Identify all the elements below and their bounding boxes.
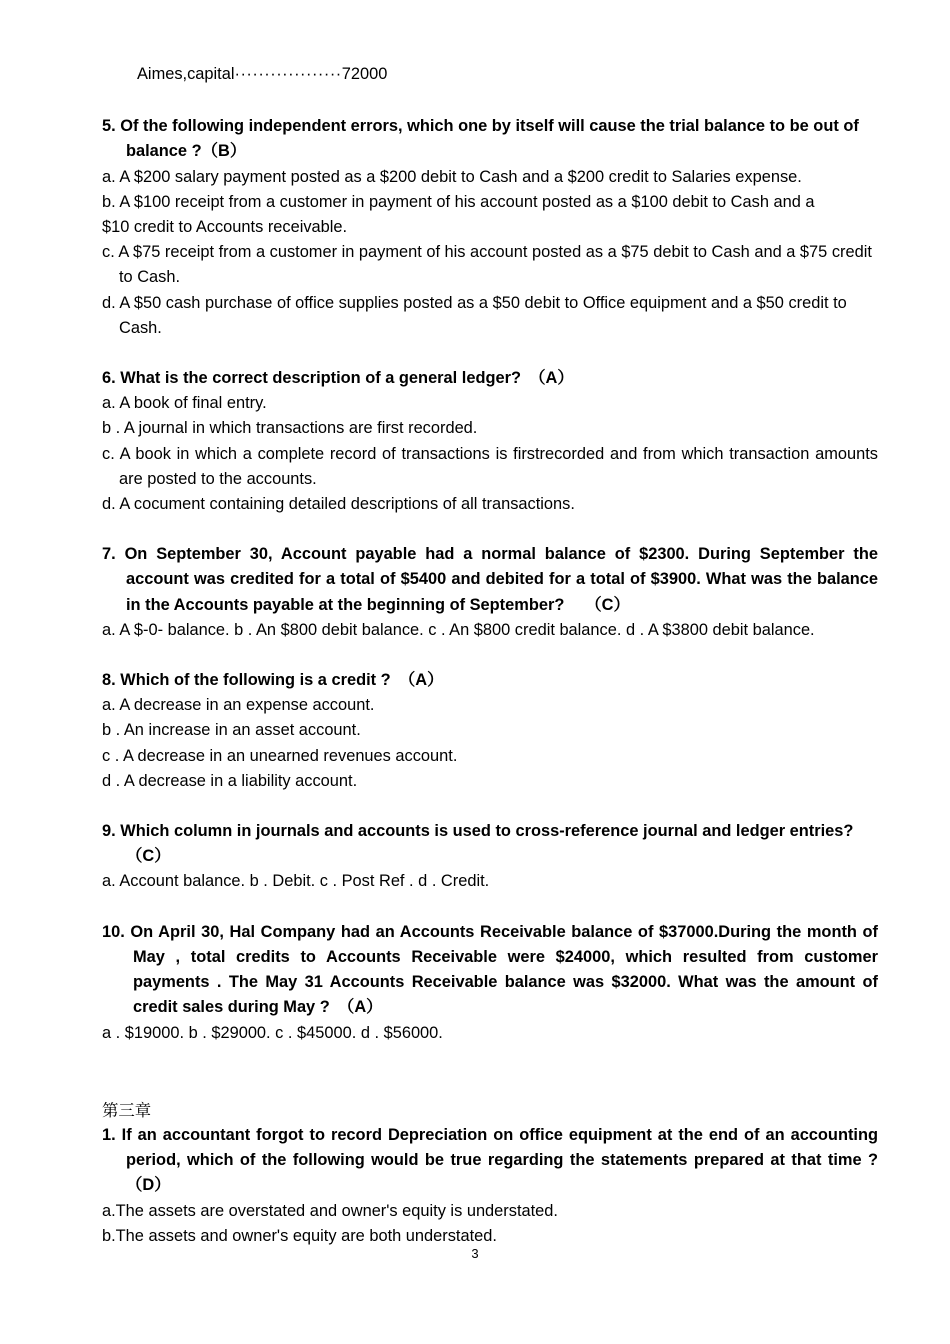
question-stem-9 — [102, 819, 878, 869]
option-5-b: b. A $100 receipt from a customer in payment of his account posted as a $100 debit to Cash and a — [102, 192, 815, 211]
question-text-5: Of the following independent errors, which one by itself will cause the trial balance to be out of balance ?（B） — [120, 117, 859, 161]
chapter3-option-1-b: b.The assets and owner's equity are both understated. — [102, 1226, 497, 1245]
chapter3-question-stem-1 — [102, 1123, 878, 1199]
chapter3-question-number-1: 1. — [102, 1125, 116, 1144]
spacer — [102, 87, 878, 114]
page-content — [102, 62, 878, 1249]
option-6-b: b . A journal in which transactions are first recorded. — [102, 419, 478, 438]
ledger-entry-line — [137, 62, 878, 87]
spacer — [102, 1046, 878, 1098]
spacer — [102, 895, 878, 920]
question-stem-6 — [102, 366, 878, 391]
question-number-10: 10. — [102, 922, 125, 941]
question-stem-8 — [102, 668, 878, 693]
ledger-entry-amount: 72000 — [341, 65, 388, 83]
chapter3-question-text-1: If an accountant forgot to record Depreciation on office equipment at the end of an accounting period, which of the following would be true regarding the statements prepared at that time ?（D） — [121, 1125, 878, 1195]
option-6-a: a. A book of final entry. — [102, 394, 267, 413]
option-5-a: a. A $200 salary payment posted as a $200 debit to Cash and a $200 credit to Salaries expense. — [102, 167, 802, 186]
option-5-d: d. A $50 cash purchase of office supplies posted as a $50 debit to Office equipment and a $50 credit to Cash. — [102, 293, 847, 337]
option-10-line: a . $19000. b . $29000. c . $45000. d . $56000. — [102, 1023, 443, 1042]
spacer — [102, 517, 878, 542]
dot-leader: ·················· — [234, 65, 342, 83]
question-number-6: 6. — [102, 369, 116, 388]
chapter-heading: 第三章 — [102, 1100, 152, 1120]
question-stem-10 — [102, 920, 878, 1021]
question-stem-7 — [102, 542, 878, 618]
question-text-9: Which column in journals and accounts is used to cross-reference journal and ledger entries?（C） — [120, 822, 854, 866]
option-5-b-cont: $10 credit to Accounts receivable. — [102, 218, 348, 237]
question-number-5: 5. — [102, 117, 116, 136]
option-6-c: c. A book in which a complete record of transactions is firstrecorded and from which transaction amounts are posted to the accounts. — [102, 444, 878, 488]
question-number-9: 9. — [102, 822, 116, 841]
option-8-d: d . A decrease in a liability account. — [102, 771, 358, 790]
spacer — [102, 794, 878, 819]
spacer — [102, 643, 878, 668]
question-text-7: On September 30, Account payable had a normal balance of $2300. During September the account was credited for a total of $5400 and debited for a total of $3900. What was the balance in the Accounts payable at the beginning of September? （C） — [124, 545, 878, 614]
option-8-a: a. A decrease in an expense account. — [102, 696, 375, 715]
question-number-7: 7. — [102, 545, 116, 564]
ledger-entry-label: Aimes,capital — [137, 65, 235, 83]
question-number-8: 8. — [102, 671, 116, 690]
question-text-6: What is the correct description of a general ledger? （A） — [120, 369, 574, 388]
spacer — [102, 341, 878, 366]
option-6-d: d. A cocument containing detailed descriptions of all transactions. — [102, 495, 575, 514]
question-text-8: Which of the following is a credit ? （A） — [120, 671, 444, 690]
option-8-b: b . An increase in an asset account. — [102, 721, 361, 740]
question-text-10: On April 30, Hal Company had an Accounts Receivable balance of $37000.During the month of May , total credits to Accounts Receivable were $24000, which resulted from customer payments . The May 31 Accounts Receivable balance was $32000. What was the amount of credit sales during May ? （A） — [130, 922, 878, 1017]
page-number: 3 — [471, 1246, 479, 1261]
chapter3-option-1-a: a.The assets are overstated and owner's equity is understated. — [102, 1201, 558, 1220]
option-8-c: c . A decrease in an unearned revenues account. — [102, 746, 458, 765]
option-9-line: a. Account balance. b . Debit. c . Post Ref . d . Credit. — [102, 872, 490, 891]
option-7-line: a. A $-0- balance. b . An $800 debit balance. c . An $800 credit balance. d . A $3800 debit balance. — [102, 620, 815, 639]
option-5-c: c. A $75 receipt from a customer in payment of his account posted as a $75 debit to Cash and a $75 credit to Cash. — [102, 243, 872, 287]
question-stem-5 — [102, 114, 878, 164]
